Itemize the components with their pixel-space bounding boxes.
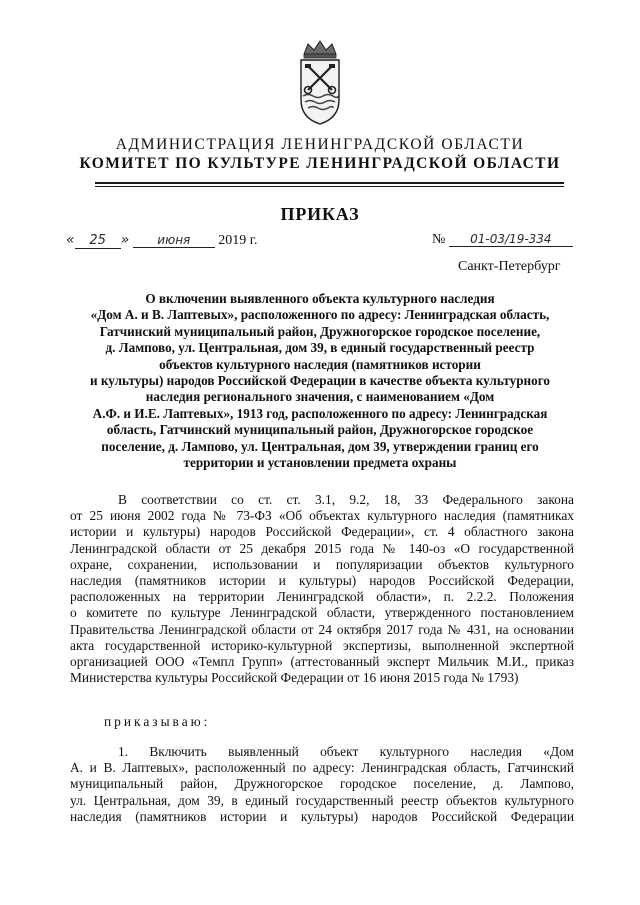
document-date xyxy=(66,232,257,249)
paragraph-line: от 25 июня 2002 года № 73-ФЗ «Об объектах культурного наследия (памятниках xyxy=(70,508,574,524)
document-city: Санкт-Петербург xyxy=(458,259,561,274)
document-subject xyxy=(70,291,570,471)
number-label: № xyxy=(432,232,446,247)
date-month: июня xyxy=(133,233,215,248)
order-word: приказываю: xyxy=(104,714,211,729)
subject-line: «Дом А. и В. Лаптевых», расположенного по адресу: Ленинградская область, xyxy=(90,307,550,323)
subject-line: территории и установлении предмета охраны xyxy=(183,455,457,471)
paragraph-line: Министерства культуры Российской Федерации от 16 июня 2015 года № 1793) xyxy=(70,670,519,686)
paragraph-line: В соответствии со ст. ст. 3.1, 9.2, 18, 33 Федерального закона xyxy=(118,492,574,507)
administration-name: АДМИНИСТРАЦИЯ ЛЕНИНГРАДСКОЙ ОБЛАСТИ xyxy=(115,136,525,153)
committee-name: КОМИТЕТ ПО КУЛЬТУРЕ ЛЕНИНГРАДСКОЙ ОБЛАСТИ xyxy=(79,155,561,172)
paragraph-line: акта государственной историко-культурной экспертизы, выполненной экспертной xyxy=(70,637,574,653)
paragraph-line: Ленинградской области от 25 декабря 2015 года № 140-оз «О государственной xyxy=(70,540,574,556)
paragraph-line: наследия (памятников истории и культуры) народов Российской Федерации xyxy=(70,808,574,824)
subject-line: Гатчинский муниципальный район, Дружногорское городское поселение, xyxy=(99,323,541,339)
date-day: 25 xyxy=(75,233,121,249)
paragraph-line: ул. Центральная, дом 39, в единый государственный реестр объектов культурного xyxy=(70,792,574,808)
date-open-quote: « xyxy=(66,232,75,248)
paragraph-line: истории и культуры) народов Российской Федерации», ст. 4 областного закона xyxy=(70,524,574,540)
paragraph-line: А. и В. Лаптевых», расположенный по адресу: Ленинградская область, Гатчинский xyxy=(70,760,574,776)
document-number xyxy=(432,232,573,248)
subject-line: О включении выявленного объекта культурного наследия xyxy=(145,291,495,306)
subject-line: А.Ф. и И.Е. Лаптевых», 1913 год, расположенного по адресу: Ленинградская xyxy=(92,405,548,421)
paragraph-line: наследия (памятников истории и культуры) народов Российской Федерации, xyxy=(70,573,574,589)
paragraph-line: о комитете по культуре Ленинградской области, утвержденного постановлением xyxy=(70,605,574,621)
subject-line: поселение, д. Лампово, ул. Центральная, дом 39, утверждении границ его xyxy=(101,438,539,454)
paragraph-line: охране, сохранении, использовании и популяризации объектов культурного xyxy=(70,556,574,572)
document-title: ПРИКАЗ xyxy=(280,204,360,224)
subject-line: область, Гатчинский муниципальный район, Дружногорское городское xyxy=(106,422,534,438)
subject-line: наследия регионального значения, с наименованием «Дом xyxy=(145,389,495,405)
paragraph-line: расположенных на территории Ленинградской области», п. 2.2.2. Положения xyxy=(70,589,574,605)
paragraph-line: Правительства Ленинградской области от 24 октября 2017 года № 431, на основании xyxy=(70,621,574,637)
preamble-paragraph xyxy=(70,492,574,686)
paragraph-line: организацией ООО «Темпл Групп» (аттестованный эксперт Мильчик М.И., приказ xyxy=(70,654,574,670)
subject-line: д. Лампово, ул. Центральная, дом 39, в единый государственный реестр xyxy=(105,340,535,356)
coat-of-arms-icon xyxy=(298,38,342,126)
paragraph-line: 1. Включить выявленный объект культурного наследия «Дом xyxy=(118,744,574,759)
subject-line: и культуры) народов Российской Федерации в качестве объекта культурного xyxy=(90,373,550,389)
number-value: 01-03/19-334 xyxy=(449,232,573,247)
order-item-1 xyxy=(70,744,574,825)
date-year: 2019 г. xyxy=(218,233,258,248)
subject-line: объектов культурного наследия (памятников истории xyxy=(159,356,481,372)
date-close-quote: » xyxy=(120,232,130,248)
header-divider-thick xyxy=(95,182,564,184)
paragraph-line: муниципальный район, Дружногорское городское поселение, д. Лампово, xyxy=(70,776,574,792)
header-divider-thin xyxy=(95,186,564,187)
